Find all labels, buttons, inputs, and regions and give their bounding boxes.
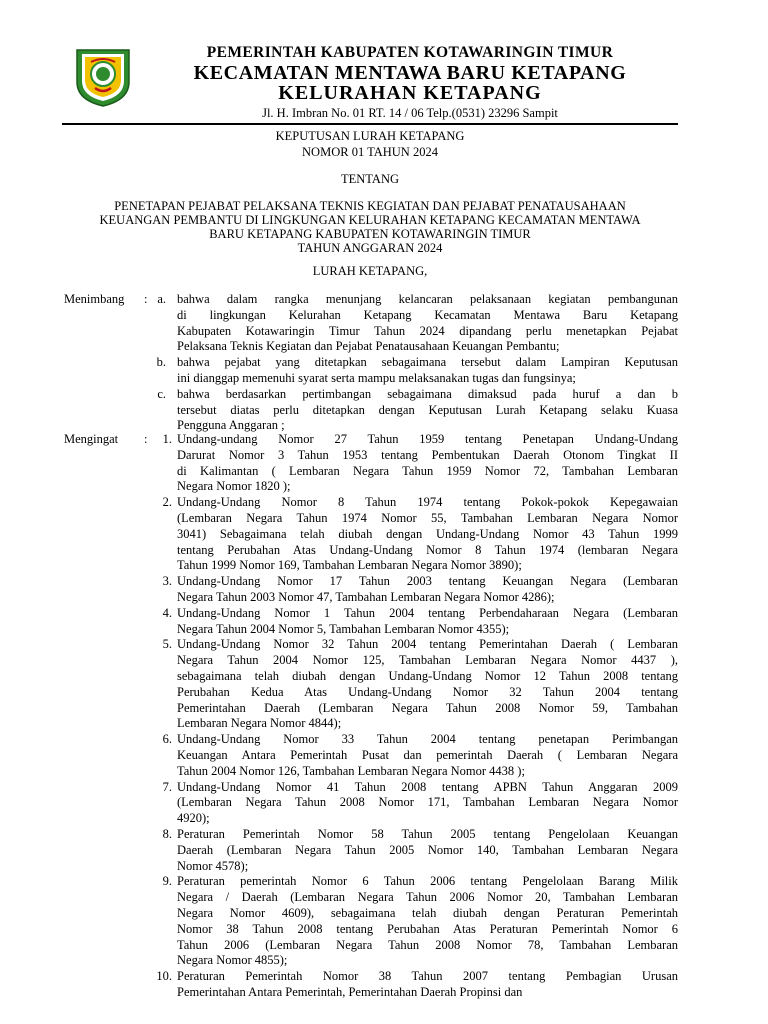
mengingat-item-line: 4920); (177, 811, 210, 826)
menimbang-item-line: Pelaksana Teknis Kegiatan dan Pejabat Penatausahaan Keuangan Pembantu; (177, 339, 560, 354)
menimbang-item-line: Kabupaten Kotawaringin Timur Tahun 2024 dipandang perlu menetapkan Pejabat (177, 323, 678, 338)
letterhead-line-2: KECAMATAN MENTAWA BARU KETAPANG (193, 62, 627, 84)
kotawaringin-timur-coat-of-arms-icon (71, 44, 135, 108)
mengingat-item-line: Darurat Nomor 3 Tahun 1953 tentang Pembentukan Daerah Otonom Tingkat II (177, 447, 678, 462)
menimbang-item-line: bahwa dalam rangka menunjang kelancaran pelaksanaan kegiatan pembangunan (177, 292, 678, 306)
mengingat-colon: : (144, 432, 148, 446)
decree-subject-line-3: BARU KETAPANG KABUPATEN KOTAWARINGIN TIMUR (209, 227, 531, 241)
mengingat-label: Mengingat (64, 432, 119, 446)
menimbang-item-line: ini dianggap memenuhi syarat serta mampu melaksanakan tugas dan fungsinya; (177, 370, 576, 385)
mengingat-item-line: 3041) Sebagaimana telah diubah dengan Undang-Undang Nomor 43 Tahun 1999 (177, 526, 678, 541)
mengingat-item-mark: 1. (162, 432, 172, 446)
menimbang-item-text (177, 355, 678, 387)
mengingat-item-text (177, 432, 678, 495)
mengingat-item-line: Negara Nomor 4609), sebagaimana telah diubah dengan Peraturan Pemerintah (177, 905, 678, 920)
mengingat-item-line: Undang-undang Nomor 27 Tahun 1959 tentang Penetapan Undang-Undang (177, 432, 678, 446)
mengingat-item-line: Negara Nomor 4855); (177, 953, 288, 968)
mengingat-item-mark: 3. (162, 574, 172, 589)
decree-number: NOMOR 01 TAHUN 2024 (302, 145, 438, 159)
menimbang-item-line: tersebut diatas perlu ditetapkan dengan Keputusan Lurah Ketapang selaku Kuasa (177, 402, 678, 417)
mengingat-item-line: tentang Perubahan Atas Undang-Undang Nomor 8 Tahun 1974 (lembaran Negara (177, 542, 678, 557)
mengingat-item-line: Tahun 2006 (Lembaran Negara Tahun 2008 Nomor 78, Tambahan Lembaran (177, 937, 678, 952)
mengingat-item-line: Nomor 38 Tahun 2008 tentang Perubahan Atas Peraturan Pemerintah Nomor 6 (177, 921, 678, 936)
menimbang-item-line: bahwa berdasarkan pertimbangan sebagaimana dimaksud pada huruf a dan b (177, 386, 678, 401)
mengingat-item-line: Tahun 2004 Nomor 126, Tambahan Lembaran Negara Nomor 4438 ); (177, 763, 525, 778)
mengingat-item-line: di Kalimantan ( Lembaran Negara Tahun 1959 Nomor 72, Tambahan Lembaran (177, 463, 678, 478)
mengingat-item-line: Pemerintahan Antara Pemerintah, Pemerintahan Daerah Propinsi dan (177, 984, 523, 999)
menimbang-item-mark: b. (156, 355, 166, 370)
mengingat-item-line: Negara Tahun 2004 Nomor 125, Tambahan Lembaran Negara Nomor 4437 ), (177, 653, 678, 668)
letterhead-line-3: KELURAHAN KETAPANG (278, 82, 542, 104)
mengingat-item-mark: 6. (162, 732, 172, 747)
mengingat-item-text (177, 827, 678, 874)
mengingat-item-mark: 2. (162, 495, 172, 510)
mengingat-item-line: Negara Tahun 2004 Nomor 5, Tambahan Lembaran Nomor 4355); (177, 621, 510, 636)
decree-official: LURAH KETAPANG, (312, 264, 428, 278)
mengingat-item-mark: 4. (162, 605, 172, 620)
mengingat-item-line: Peraturan Pemerintah Nomor 38 Tahun 2007 tentang Pembagian Urusan (177, 969, 678, 984)
mengingat-item-text (177, 874, 678, 969)
menimbang-item-line: bahwa pejabat yang ditetapkan sebagaimana tersebut dalam Lampiran Keputusan (177, 355, 678, 370)
mengingat-item-line: sebagaimana telah diubah dengan Undang-Undang Nomor 12 Tahun 2008 tentang (177, 668, 678, 683)
mengingat-item-text (177, 732, 678, 779)
letterhead-rule (62, 123, 678, 125)
mengingat-item-line: Tahun 1999 Nomor 169, Tambahan Lembaran Negara Nomor 3890); (177, 558, 522, 573)
menimbang-item-line: di lingkungan Kelurahan Ketapang Kecamatan Mentawa Baru Ketapang (177, 307, 678, 322)
mengingat-item-line: Undang-Undang Nomor 32 Tahun 2004 tentang Pemerintahan Daerah ( Lembaran (177, 637, 678, 652)
mengingat-item-text (177, 780, 678, 827)
mengingat-item-line: Lembaran Negara Nomor 4844); (177, 716, 342, 731)
mengingat-item-line: (Lembaran Negara Tahun 1974 Nomor 55, Tambahan Lembaran Negara Nomor (177, 510, 678, 525)
decree-subject-line-2: KEUANGAN PEMBANTU DI LINGKUNGAN KELURAHAN KETAPANG KECAMATAN MENTAWA (99, 213, 641, 227)
mengingat-item-line: Negara / Daerah (Lembaran Negara Tahun 2006 Nomor 20, Tambahan Lembaran (177, 890, 678, 905)
mengingat-item-mark: 7. (162, 779, 172, 794)
mengingat-item-line: Nomor 4578); (177, 858, 249, 873)
mengingat-item-line: Pemerintahan Daerah (Lembaran Negara Tahun 2008 Nomor 59, Tambahan (177, 700, 678, 715)
mengingat-item-line: Undang-Undang Nomor 8 Tahun 1974 tentang Pokok-pokok Kepegawaian (177, 495, 678, 510)
menimbang-item-text (177, 292, 678, 355)
menimbang-item-line: Pengguna Anggaran ; (177, 418, 285, 433)
decree-subject-line-4: TAHUN ANGGARAN 2024 (297, 241, 443, 255)
mengingat-item-mark: 10. (156, 969, 172, 984)
decree-title: KEPUTUSAN LURAH KETAPANG (275, 129, 465, 143)
mengingat-item-line: Negara Tahun 2003 Nomor 47, Tambahan Lembaran Negara Nomor 4286); (177, 589, 555, 604)
menimbang-item-mark: c. (157, 386, 166, 401)
mengingat-item-mark: 9. (162, 874, 172, 889)
mengingat-item-line: Keuangan Antara Pemerintah Pusat dan pemerintah Daerah ( Lembaran Negara (177, 747, 678, 762)
mengingat-item-line: (Lembaran Negara Tahun 2008 Nomor 171, Tambahan Lembaran Negara Nomor (177, 795, 678, 810)
mengingat-item-mark: 8. (162, 827, 172, 841)
mengingat-item-text (177, 606, 678, 638)
letterhead-line-1: PEMERINTAH KABUPATEN KOTAWARINGIN TIMUR (206, 44, 614, 61)
mengingat-item-line: Perubahan Kedua Atas Undang-Undang Nomor 32 Tahun 2004 tentang (177, 684, 678, 699)
menimbang-item-text (177, 387, 678, 434)
menimbang-item-mark: a. (157, 292, 166, 306)
mengingat-item-line: Peraturan pemerintah Nomor 6 Tahun 2006 tentang Pengelolaan Barang Milik (177, 874, 678, 889)
mengingat-item-line: Undang-Undang Nomor 17 Tahun 2003 tentang Keuangan Negara (Lembaran (177, 574, 678, 589)
mengingat-item-line: Daerah (Lembaran Negara Tahun 2005 Nomor 140, Tambahan Lembaran Negara (177, 842, 678, 857)
mengingat-item-text (177, 969, 678, 1001)
menimbang-label: Menimbang (64, 292, 125, 306)
decree-subject-line-1: PENETAPAN PEJABAT PELAKSANA TEKNIS KEGIATAN DAN PEJABAT PENATAUSAHAAN (114, 199, 626, 213)
mengingat-item-text (177, 574, 678, 606)
mengingat-item-line: Peraturan Pemerintah Nomor 58 Tahun 2005 tentang Pengelolaan Keuangan (177, 827, 678, 841)
mengingat-item-line: Negara Nomor 1820 ); (177, 479, 291, 494)
mengingat-item-text (177, 495, 678, 574)
letterhead-address: Jl. H. Imbran No. 01 RT. 14 / 06 Telp.(0531) 23296 Sampit (262, 106, 558, 120)
mengingat-item-line: Undang-Undang Nomor 33 Tahun 2004 tentang penetapan Perimbangan (177, 732, 678, 747)
mengingat-item-mark: 5. (162, 637, 172, 652)
mengingat-item-line: Undang-Undang Nomor 1 Tahun 2004 tentang Perbendaharaan Negara (Lembaran (177, 605, 678, 620)
menimbang-colon: : (144, 292, 148, 306)
decree-tentang: TENTANG (340, 172, 399, 186)
mengingat-item-text (177, 637, 678, 732)
mengingat-item-line: Undang-Undang Nomor 41 Tahun 2008 tentang APBN Tahun Anggaran 2009 (177, 779, 678, 794)
